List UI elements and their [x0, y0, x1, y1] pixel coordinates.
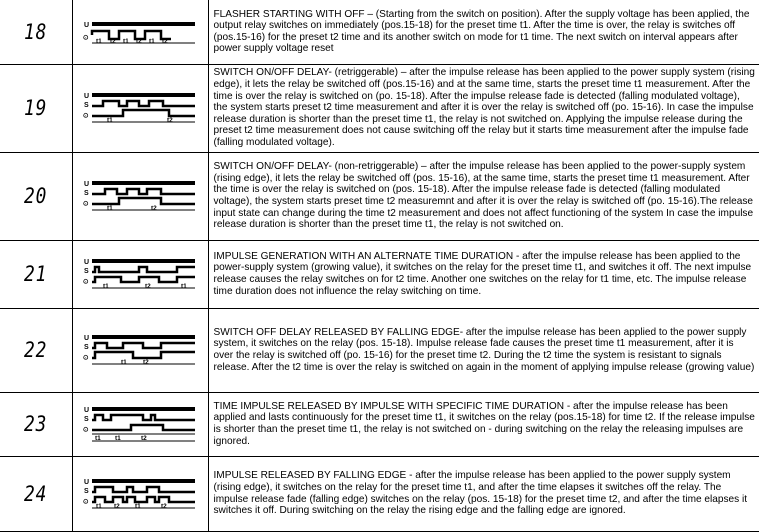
function-number: 18	[24, 19, 48, 44]
time-label: t1	[106, 205, 113, 212]
function-description: IMPULSE GENERATION WITH AN ALTERNATE TIME DURATION - after the impulse release has been applied to the power-supply system (growing value), it switches on the relay for the preset time t1, and switches it off. The next impulse release causes the relay switches on for t2 time. Another one switches on the relay for t1 time, etc. The impulse release time duration does not influence the relay switching on time.	[213, 250, 752, 297]
table-row	[0, 392, 759, 456]
time-label: t2	[140, 435, 147, 442]
relay-waveform	[92, 352, 195, 358]
release-waveform	[92, 415, 195, 420]
timing-diagram-cell	[72, 392, 208, 456]
time-label: t2	[160, 502, 167, 510]
timing-diagram	[83, 17, 201, 47]
function-description: SWITCH ON/OFF DELAY- (non-retriggerable) – after the impulse release has been applied to the power-supply system (rising edge), it lets the relay be switched off (pos. 15-16), at the same time, starts the preset time t1 measurement. After the time is over the relay is switched on (pos. 15-18). After the impulse release fade is detected (falling modulated voltage), the system starts preset time t2 measuremnt and after it is over the relay is switched off (po. 15-16).The release input state can change during the time t2 measurement and does not affect functioning of the system In case the impulse release duration is shorter than the preset time t1, the relay is not switched on.	[213, 161, 754, 231]
function-number: 23	[24, 412, 48, 436]
release-waveform	[92, 101, 195, 106]
time-label: t1	[180, 283, 187, 290]
relay-waveform	[92, 277, 195, 282]
relay-waveform	[92, 497, 195, 502]
timing-diagram-cell	[72, 64, 208, 152]
time-label: t1	[94, 435, 101, 442]
supply-bar	[92, 22, 195, 26]
time-label: t2	[150, 205, 157, 212]
function-description: FLASHER STARTING WITH OFF – (Starting from the switch on position). After the supply voltage has been applied, the output relay switches on immediately (pos.15-18) for the preset time t1. After the time is over, the relay is switches off (pos.15-16) for the preset t2 time and its another switch on mode for t1 time. The next switch on interval appears after power supply voltage reset	[213, 8, 750, 55]
signal-label: U	[83, 407, 89, 414]
table-row	[0, 308, 759, 392]
function-number: 20	[24, 184, 48, 208]
row-number-cell	[0, 308, 72, 392]
table-row	[0, 152, 759, 240]
row-number-cell	[0, 392, 72, 456]
time-label: t2	[161, 37, 168, 45]
release-waveform	[92, 487, 195, 492]
relay-waveform	[92, 198, 195, 204]
timing-diagram-cell	[72, 456, 208, 531]
timing-diagram	[83, 178, 201, 214]
function-number: 19	[24, 96, 48, 120]
timing-diagram	[83, 90, 201, 126]
timing-diagram	[83, 256, 201, 292]
release-waveform	[92, 267, 195, 272]
time-label: t1	[102, 283, 109, 290]
relay-waveform	[92, 425, 195, 430]
timing-diagram-cell	[72, 0, 208, 64]
signal-label: S	[83, 102, 89, 109]
relay-waveform	[92, 31, 171, 39]
time-label: t2	[109, 37, 116, 45]
time-label: t1	[114, 435, 121, 442]
time-label: t2	[142, 359, 149, 366]
description-cell	[208, 240, 759, 308]
time-label: t2	[113, 502, 120, 510]
timing-diagram-cell	[72, 152, 208, 240]
time-label: t1	[106, 117, 113, 124]
signal-label: U	[83, 478, 89, 486]
timing-diagram	[83, 476, 201, 512]
description-cell	[208, 152, 759, 240]
release-waveform	[92, 189, 195, 194]
signal-label: U	[83, 21, 89, 29]
supply-bar	[92, 181, 195, 185]
signal-label: S	[83, 344, 89, 351]
table-row	[0, 0, 759, 64]
function-number: 22	[24, 338, 48, 362]
signal-label: ꖴ	[82, 279, 88, 286]
relay-waveform	[92, 110, 195, 116]
table-row	[0, 240, 759, 308]
release-waveform	[92, 343, 195, 348]
time-label: t2	[144, 283, 151, 290]
description-cell	[208, 392, 759, 456]
time-label: t2	[135, 37, 142, 45]
signal-label: U	[83, 259, 89, 266]
description-cell	[208, 456, 759, 531]
signal-label: ꖴ	[82, 355, 88, 362]
signal-label: U	[83, 181, 89, 188]
supply-bar	[92, 259, 195, 263]
function-description: SWITCH ON/OFF DELAY- (retriggerable) – after the impulse release has been applied to the power supply system (rising edge), it lets the relay be switched off (pos.15-16) and at the same time, starts the preset time t1 measurement. After the time is over the relay is switched on (po. 15-18). After the impulse release fade is detected (falling modulated voltage), the system starts preset t2 time measurement and after it is over the relay is switched off (po. 15-16). In case the impulse release duration is shorter than the preset time t1, the relay is not switched on. Applying the impulse release during the preset t2 time measurement does not cause switching off the relay but it starts time measurement after the impulse fade (falling modulated voltage).	[213, 67, 755, 148]
signal-label: S	[83, 416, 89, 423]
description-cell	[208, 308, 759, 392]
supply-bar	[92, 407, 195, 411]
time-label: t1	[95, 502, 102, 510]
time-label: t1	[134, 502, 141, 510]
timing-diagram-cell	[72, 240, 208, 308]
signal-label: ꖴ	[82, 498, 88, 506]
function-description: IMPULSE RELEASED BY FALLING EDGE - after the impulse release has been applied to the power supply system (rising edge), it switches on the relay for the preset time t1, and after the time elapses it switches off the relay. The impulse release fade (falling edge) switches on the relay (pos. 15-18) for the preset time t2, and after the time elapses it switches it off. During switching on the relay the rising edge and the falling edge are ignored.	[213, 470, 748, 517]
function-number: 24	[24, 481, 48, 506]
row-number-cell	[0, 0, 72, 64]
row-number-cell	[0, 152, 72, 240]
signal-label: S	[83, 190, 89, 197]
signal-label: ꖴ	[82, 427, 88, 434]
signal-label: ꖴ	[82, 201, 88, 208]
supply-bar	[92, 93, 195, 97]
signal-label: S	[83, 268, 89, 275]
timing-diagram-cell	[72, 308, 208, 392]
time-label: t1	[148, 37, 155, 45]
description-cell	[208, 64, 759, 152]
function-description: TIME IMPULSE RELEASED BY IMPULSE WITH SPECIFIC TIME DURATION - after the impulse release has been applied and lasts continuously for the preset time t1, it switches on the relay (pos.15-18) for time t2. If the release impulse is shorter than the preset time t1, the relay is not switched on - during switching on the relay the releasing impulses are ignored.	[213, 400, 755, 447]
timing-diagram	[83, 404, 201, 444]
signal-label: U	[83, 93, 89, 100]
row-number-cell	[0, 240, 72, 308]
time-label: t2	[166, 117, 173, 124]
row-number-cell	[0, 456, 72, 531]
timing-diagram	[83, 332, 201, 368]
signal-label: U	[83, 335, 89, 342]
description-cell	[208, 0, 759, 64]
table-row	[0, 456, 759, 531]
function-number: 21	[24, 262, 48, 286]
supply-bar	[92, 335, 195, 339]
function-description: SWITCH OFF DELAY RELEASED BY FALLING EDGE- after the impulse release has been applied to the power supply system, it switches on the relay (pos. 15-18). Impulse release fade causes the preset time t1 measurement, after it is over the relay is switched off (po. 15-16) for the preset time t2. During the t2 time the system is resistant to signals release. After the t2 time is over the relay is switched on again in the moment of applying impulse release (growing value)	[213, 326, 755, 373]
time-label: t1	[122, 37, 129, 45]
time-label: t1	[120, 359, 127, 366]
signal-label: S	[83, 487, 89, 495]
row-number-cell	[0, 64, 72, 152]
time-label: t1	[95, 37, 102, 45]
table-row	[0, 64, 759, 152]
supply-bar	[92, 479, 195, 483]
signal-label: ꖴ	[82, 113, 88, 120]
signal-label: ꖴ	[82, 34, 88, 42]
